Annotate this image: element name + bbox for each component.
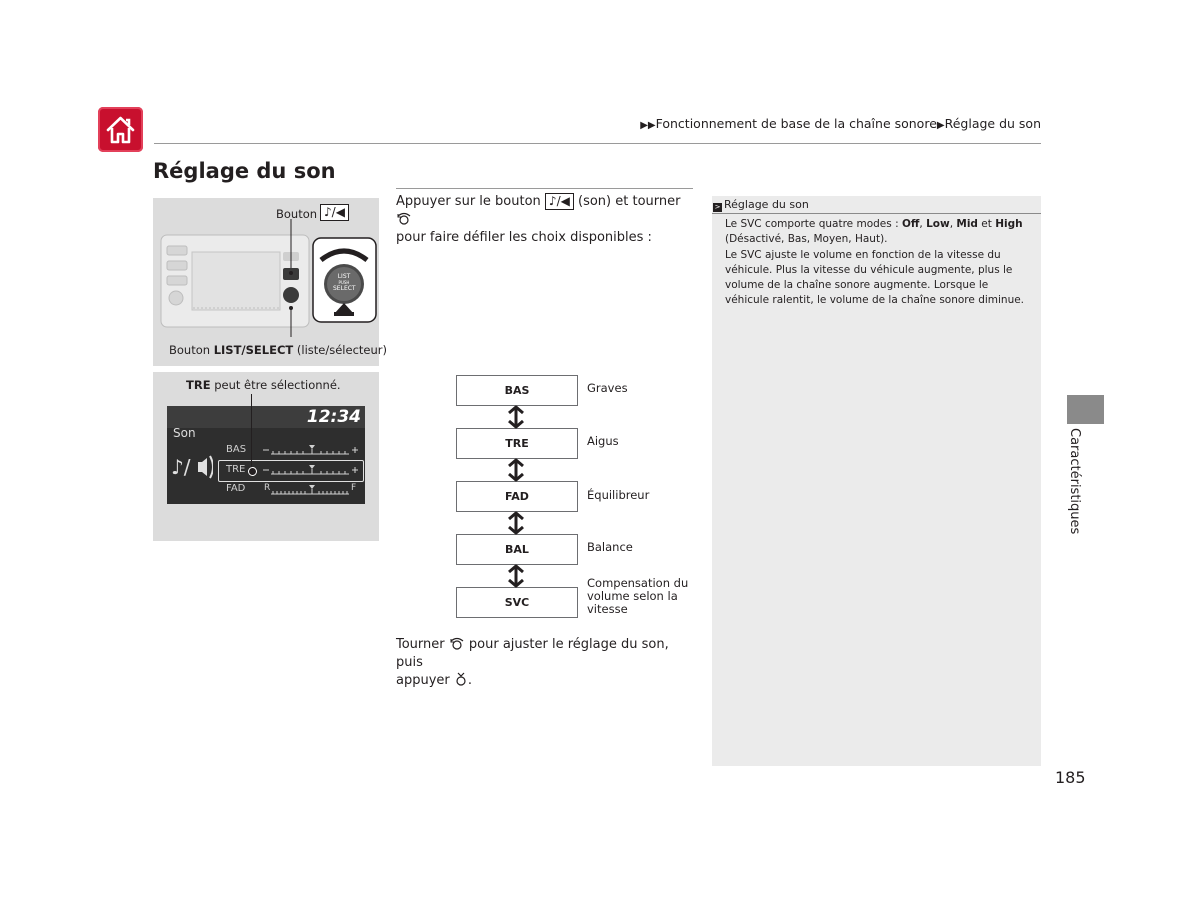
double-arrow-icon <box>505 458 527 482</box>
breadcrumb <box>640 116 1041 131</box>
side-note-text <box>725 217 1030 309</box>
mode-box-fad[interactable]: FAD <box>456 481 578 512</box>
side-note-paragraph-2: Le SVC ajuste le volume en fonction de la vitesse du véhicule. Plus la vitesse du véhicule augmente, plus le volume de la chaîne sonore augmente. Lorsque le véhicule ralentit, le volume de la chaîne sonore diminue. <box>725 248 1025 307</box>
page-title: Réglage du son <box>153 159 336 183</box>
display-row-tre: TRE <box>226 464 246 475</box>
pointer-dot <box>248 467 257 476</box>
audio-display <box>167 406 365 504</box>
breadcrumb-item-1[interactable]: Fonctionnement de base de la chaîne sonore <box>655 116 937 131</box>
display-time: 12:34 <box>306 407 361 427</box>
mode-box-bas[interactable]: BAS <box>456 375 578 406</box>
fad-front-label: F <box>351 483 357 493</box>
display-figure <box>153 372 379 541</box>
display-title: Son <box>173 426 196 440</box>
double-arrow-icon <box>505 511 527 535</box>
breadcrumb-arrow-icon: ▶▶ <box>640 120 656 131</box>
sound-button-key-icon: ♪/◀ <box>320 204 349 221</box>
chapter-tab[interactable] <box>1067 428 1089 538</box>
tre-caption: TRE peut être sélectionné. <box>186 378 341 392</box>
press-knob-icon <box>454 672 468 686</box>
instruction-step-1: Appuyer sur le bouton ♪/◀ (son) et tourner pour faire défiler les choix disponibles : <box>396 194 681 245</box>
level-scales <box>261 440 361 504</box>
breadcrumb-item-2[interactable]: Réglage du son <box>944 116 1041 131</box>
double-arrow-icon <box>505 405 527 429</box>
chapter-tab-marker <box>1067 395 1104 424</box>
mode-desc-tre: Aigus <box>587 434 619 448</box>
rotate-knob-icon <box>396 211 412 225</box>
chapter-tab-label: Caractéristiques <box>1067 428 1082 535</box>
display-row-bas: BAS <box>226 444 247 455</box>
double-arrow-icon <box>505 564 527 588</box>
note-marker-icon: > <box>714 203 721 211</box>
home-button[interactable] <box>98 107 143 152</box>
mode-desc-fad: Équilibreur <box>587 488 650 502</box>
instruction-step-2: Tourner pour ajuster le réglage du son, puis appuyer . <box>396 637 669 688</box>
home-icon <box>104 113 137 146</box>
mode-desc-bal: Balance <box>587 540 633 554</box>
mode-box-bal[interactable]: BAL <box>456 534 578 565</box>
header-divider <box>154 143 1041 144</box>
rotate-knob-icon <box>449 636 465 650</box>
audio-unit-figure <box>153 198 387 366</box>
display-row-fad: FAD <box>226 483 246 494</box>
breadcrumb-arrow-icon: ▶ <box>936 120 945 131</box>
mode-box-tre[interactable]: TRE <box>456 428 578 459</box>
svg-text:♪/: ♪/ <box>171 455 191 479</box>
pointer-line <box>251 394 252 469</box>
mode-box-svc[interactable]: SVC <box>456 587 578 618</box>
column-divider <box>396 188 693 189</box>
sound-button-label: Bouton <box>276 207 318 221</box>
page-number: 185 <box>1055 768 1086 787</box>
knob-label: LIST PUSH SELECT <box>333 273 356 292</box>
list-select-caption: Bouton LIST/SELECT (liste/sélecteur) <box>169 343 387 357</box>
mode-desc-bas: Graves <box>587 381 628 395</box>
side-note-heading: > Réglage du son <box>712 196 1041 214</box>
side-note-paragraph-1: Le SVC comporte quatre modes : Off, Low, Mid et High (Désactivé, Bas, Moyen, Haut). <box>725 218 1023 246</box>
sound-icon <box>171 452 213 482</box>
fad-rear-label: R <box>264 483 271 493</box>
sound-key-icon: ♪/◀ <box>545 193 574 210</box>
mode-desc-svc: Compensation du volume selon la vitesse <box>587 576 689 616</box>
